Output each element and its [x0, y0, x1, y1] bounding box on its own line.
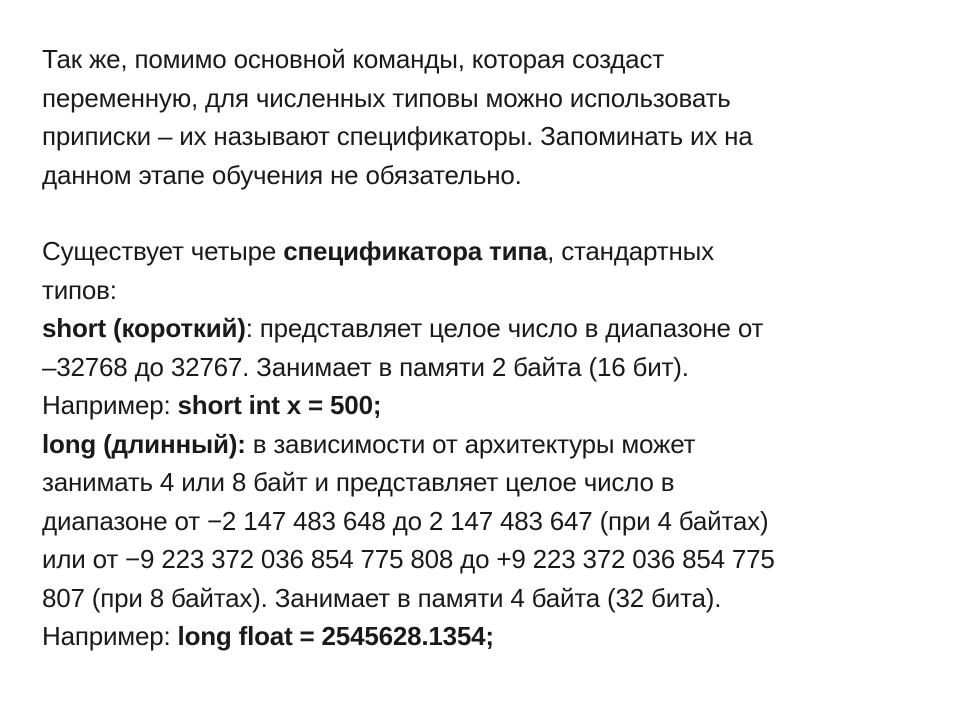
specifiers-bold-term: спецификатора типа [283, 236, 548, 266]
short-term: short (короткий) [42, 313, 246, 343]
specifiers-line: типов: [42, 274, 117, 305]
intro-line: данном этапе обучения не обязательно. [42, 159, 522, 190]
specifiers-line [42, 232, 922, 271]
short-example [42, 386, 922, 425]
short-desc: : представляет целое число в диапазоне от [245, 313, 764, 343]
paragraph-gap [42, 194, 922, 232]
short-line: –32768 до 32767. Занимает в памяти 2 байта (16 бит). [42, 351, 689, 382]
long-desc: в зависимости от архитектуры может [245, 428, 696, 459]
long-line: диапазоне от −2 147 483 648 до 2 147 483 647 (при 4 байтах) [42, 505, 769, 536]
long-line [42, 425, 922, 464]
short-line [42, 309, 922, 348]
specifiers-suffix: , стандартных [547, 236, 714, 266]
example-label: Например: [42, 621, 178, 651]
specifiers-prefix: Существует четыре [42, 236, 284, 266]
long-line: или от −9 223 372 036 854 775 808 до +9 223 372 036 854 775 [42, 544, 775, 574]
slide-text [42, 40, 922, 656]
example-code: short int x = 500; [177, 390, 382, 420]
example-label: Например: [42, 390, 178, 420]
specifiers-paragraph [42, 232, 922, 656]
intro-paragraph [42, 40, 922, 194]
intro-line: переменную, для численных типовы можно использовать [42, 82, 731, 113]
long-term: long (длинный): [42, 428, 246, 459]
intro-line: приписки – их называют спецификаторы. Запоминать их на [42, 121, 753, 151]
intro-line: Так же, помимо основной команды, которая создаст [42, 44, 664, 74]
long-line: занимать 4 или 8 байт и представляет целое число в [42, 467, 675, 497]
example-code: long float = 2545628.1354; [177, 621, 494, 651]
long-example [42, 617, 922, 656]
long-line: 807 (при 8 байтах). Занимает в памяти 4 байта (32 бита). [42, 582, 722, 613]
